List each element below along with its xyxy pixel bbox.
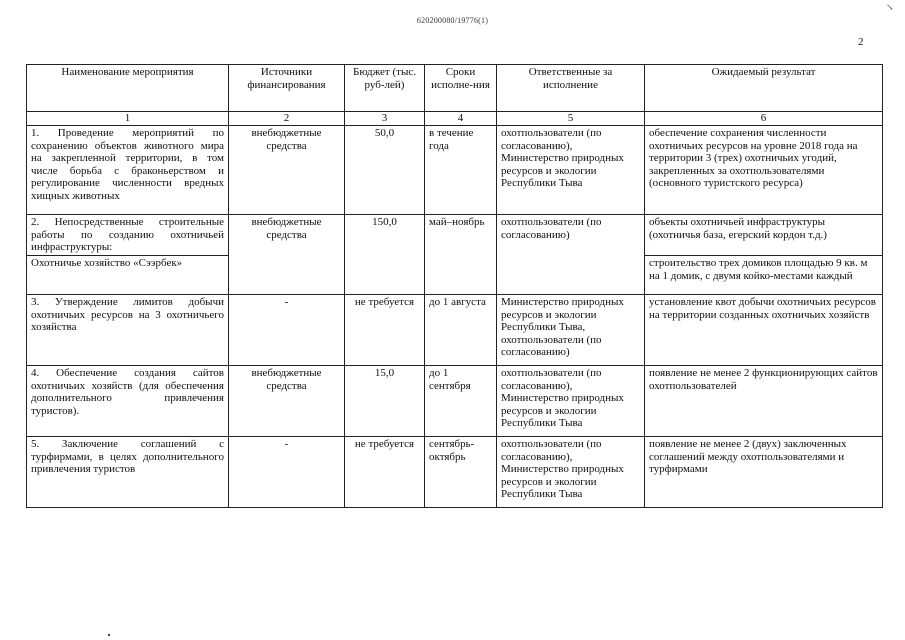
table-row [27,295,883,366]
activity-name: 4. Обеспечение создания сайтов охотничьих хозяйств (для обеспечения дополнительного привлечения туристов). [27,366,229,437]
corner-mark: ↘ [886,2,894,12]
expected-result: объекты охотничьей инфраструктуры (охотничья база, егерский кордон т.д.) [645,215,883,256]
table-row [27,437,883,508]
column-header-result: Ожидаемый результат [645,65,883,112]
deadline: май–ноябрь [425,215,497,295]
budget-value: 150,0 [345,215,425,295]
expected-result: появление не менее 2 (двух) заключенных соглашений между охотпользователями и турфирмами [645,437,883,508]
funding-source: внебюджетные средства [229,126,345,215]
column-header-source: Источники финансирования [229,65,345,112]
column-number: 5 [497,112,645,126]
column-header-budget: Бюджет (тыс. руб-лей) [345,65,425,112]
budget-value: не требуется [345,437,425,508]
column-number: 4 [425,112,497,126]
table-row [27,366,883,437]
responsible: охотпользователи (по согласованию), Министерство природных ресурсов и экологии Республики Тыва [497,126,645,215]
activity-name: 3. Утверждение лимитов добычи охотничьих ресурсов на 3 охотничьего хозяйства [27,295,229,366]
column-header-name: Наименование мероприятия [27,65,229,112]
funding-source: - [229,437,345,508]
responsible: охотпользователи (по согласованию) [497,215,645,295]
funding-source: - [229,295,345,366]
table-row [27,126,883,215]
responsible: Министерство природных ресурсов и экологии Республики Тыва, охотпользователи (по согласованию) [497,295,645,366]
activity-name: 5. Заключение соглашений с турфирмами, в целях дополнительного привлечения туристов [27,437,229,508]
activity-subname: Охотничье хозяйство «Сээрбек» [27,256,229,295]
header-row [27,65,883,112]
funding-source: внебюджетные средства [229,366,345,437]
column-number: 3 [345,112,425,126]
column-header-term: Сроки исполне-ния [425,65,497,112]
expected-result: обеспечение сохранения численности охотничьих ресурсов на уровне 2018 года на территории 3 (трех) охотничьих угодий, закрепленных за охотпользователями (основного туристского ресурса) [645,126,883,215]
page-number: 2 [858,36,864,48]
document-id: 620200080/19776(1) [416,16,489,25]
activities-table [26,64,883,508]
column-number: 6 [645,112,883,126]
expected-result: установление квот добычи охотничьих ресурсов на территории созданных охотничьих хозяйств [645,295,883,366]
column-number-row [27,112,883,126]
budget-value: 15,0 [345,366,425,437]
deadline: в течение года [425,126,497,215]
expected-result: появление не менее 2 функционирующих сайтов охотпользователей [645,366,883,437]
scan-speck [108,634,110,636]
deadline: до 1 августа [425,295,497,366]
expected-subresult: строительство трех домиков площадью 9 кв. м на 1 домик, с двумя койко-местами каждый [645,256,883,295]
responsible: охотпользователи (по согласованию), Министерство природных ресурсов и экологии Республики Тыва [497,437,645,508]
budget-value: не требуется [345,295,425,366]
activity-name: 1. Проведение мероприятий по сохранению объектов животного мира на закрепленной территории, в том числе борьба с браконьерством и регулирование численности вредных хищных животных [27,126,229,215]
deadline: до 1 сентября [425,366,497,437]
column-number: 1 [27,112,229,126]
table-row [27,215,883,256]
responsible: охотпользователи (по согласованию), Министерство природных ресурсов и экологии Республики Тыва [497,366,645,437]
budget-value: 50,0 [345,126,425,215]
column-header-responsible: Ответственные за исполнение [497,65,645,112]
deadline: сентябрь-октябрь [425,437,497,508]
activity-name: 2. Непосредственные строительные работы по созданию охотничьей инфраструктуры: [27,215,229,256]
column-number: 2 [229,112,345,126]
funding-source: внебюджетные средства [229,215,345,295]
